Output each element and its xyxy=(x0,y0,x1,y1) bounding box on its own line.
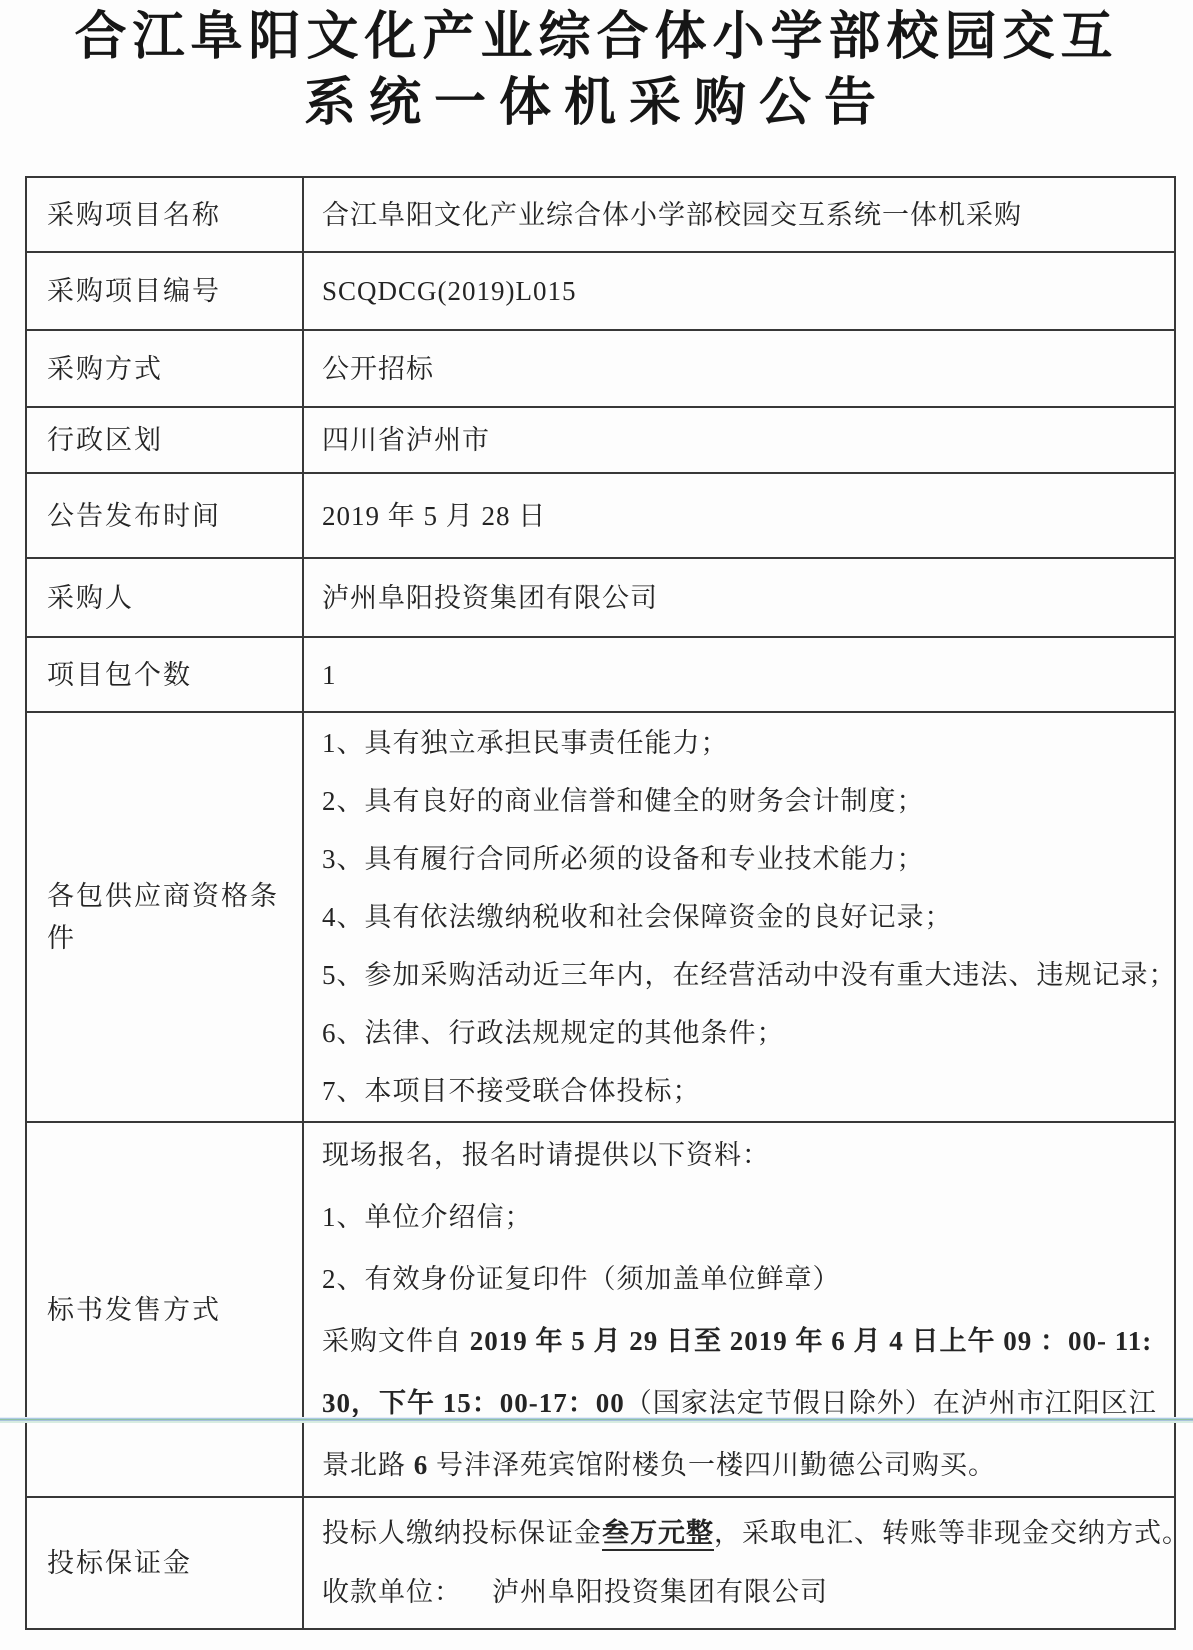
deposit-line-1-text-a: 投标人缴纳投标保证金 xyxy=(322,1518,602,1548)
qualification-item-3: 3、具有履行合同所必须的设备和专业技术能力； xyxy=(322,844,925,874)
page-title-line-2: 系统一体机采购公告 xyxy=(303,75,889,132)
table-row-deposit xyxy=(26,1497,1175,1629)
row-label-deposit: 投标保证金 xyxy=(26,1497,303,1629)
qualification-item-7: 7、本项目不接受联合体投标； xyxy=(322,1076,701,1106)
deposit-line-1-text-b: ，采取电汇、转账等非现金交纳方式。 xyxy=(714,1518,1190,1548)
bid-sale-line-1: 现场报名，报名时请提供以下资料： xyxy=(322,1139,770,1170)
row-value-procurement-method: 公开招标 xyxy=(303,330,1175,407)
bid-sale-line-5-times: 30，下午 15：00-17：00 xyxy=(322,1387,625,1418)
table-row xyxy=(26,252,1175,330)
qualification-item-5: 5、参加采购活动近三年内，在经营活动中没有重大违法、违规记录； xyxy=(322,960,1177,990)
row-label-publish-time: 公告发布时间 xyxy=(26,473,303,558)
payee-name: 泸州阜阳投资集团有限公司 xyxy=(492,1577,828,1607)
announcement-table xyxy=(25,176,1190,1630)
bid-sale-line-2: 1、单位介绍信； xyxy=(322,1201,533,1232)
page-title-line-1: 合江阜阳文化产业综合体小学部校园交互 xyxy=(74,9,1119,66)
table-row xyxy=(26,407,1175,473)
table-row-bid-sale xyxy=(26,1122,1175,1497)
bid-sale-line-5-text: （国家法定节假日除外）在泸州市江阳区江 xyxy=(624,1387,1157,1418)
qualification-item-1: 1、具有独立承担民事责任能力； xyxy=(322,728,729,758)
deposit-amount: 叁万元整 xyxy=(602,1518,714,1551)
bid-sale-line-4-dates: 2019 年 5 月 29 日至 2019 年 6 月 4 日上午 09 ：00- 11: xyxy=(469,1325,1153,1356)
qualification-item-4: 4、具有依法缴纳税收和社会保障资金的良好记录； xyxy=(322,902,953,932)
row-label-qualifications: 各包供应商资格条件 xyxy=(26,712,303,1122)
row-value-admin-region: 四川省泸州市 xyxy=(303,407,1175,473)
row-value-deposit xyxy=(303,1497,1190,1629)
row-label-package-count: 项目包个数 xyxy=(26,637,303,712)
bid-sale-line-4 xyxy=(322,1310,1162,1372)
row-value-publish-time: 2019 年 5 月 28 日 xyxy=(303,473,1175,558)
row-value-package-count: 1 xyxy=(303,637,1175,712)
row-label-project-name: 采购项目名称 xyxy=(26,177,303,252)
page-title xyxy=(0,0,1193,136)
qualification-item-6: 6、法律、行政法规规定的其他条件； xyxy=(322,1018,785,1048)
bid-sale-line-6-text-a: 景北路 xyxy=(322,1449,414,1480)
payee-label: 收款单位： xyxy=(322,1577,462,1607)
row-value-purchaser: 泸州阜阳投资集团有限公司 xyxy=(303,558,1175,637)
bid-sale-line-5 xyxy=(322,1372,1162,1434)
table-row-qualifications xyxy=(26,712,1175,1122)
qualification-item-2: 2、具有良好的商业信誉和健全的财务会计制度； xyxy=(322,786,925,816)
row-value-project-name: 合江阜阳文化产业综合体小学部校园交互系统一体机采购 xyxy=(303,177,1175,252)
row-value-qualifications xyxy=(303,712,1175,1122)
bid-sale-line-6-text-b: 号沣泽苑宾馆附楼负一楼四川勤德公司购买。 xyxy=(428,1449,996,1480)
row-label-purchaser: 采购人 xyxy=(26,558,303,637)
table-row xyxy=(26,330,1175,407)
bid-sale-line-6-number: 6 xyxy=(413,1449,429,1480)
bid-sale-line-3: 2、有效身份证复印件（须加盖单位鲜章） xyxy=(322,1263,841,1294)
row-label-bid-sale: 标书发售方式 xyxy=(26,1122,303,1497)
row-label-admin-region: 行政区划 xyxy=(26,407,303,473)
row-value-project-number: SCQDCG(2019)L015 xyxy=(303,252,1175,330)
row-label-project-number: 采购项目编号 xyxy=(26,252,303,330)
table-row xyxy=(26,558,1175,637)
table-row xyxy=(26,473,1175,558)
table-row xyxy=(26,177,1175,252)
deposit-line-2 xyxy=(322,1563,1162,1622)
row-value-bid-sale xyxy=(303,1122,1175,1497)
bid-sale-line-6 xyxy=(322,1434,1162,1496)
row-label-procurement-method: 采购方式 xyxy=(26,330,303,407)
deposit-line-1 xyxy=(322,1504,1190,1563)
table-row xyxy=(26,637,1175,712)
bid-sale-line-4-text: 采购文件自 xyxy=(322,1325,470,1356)
